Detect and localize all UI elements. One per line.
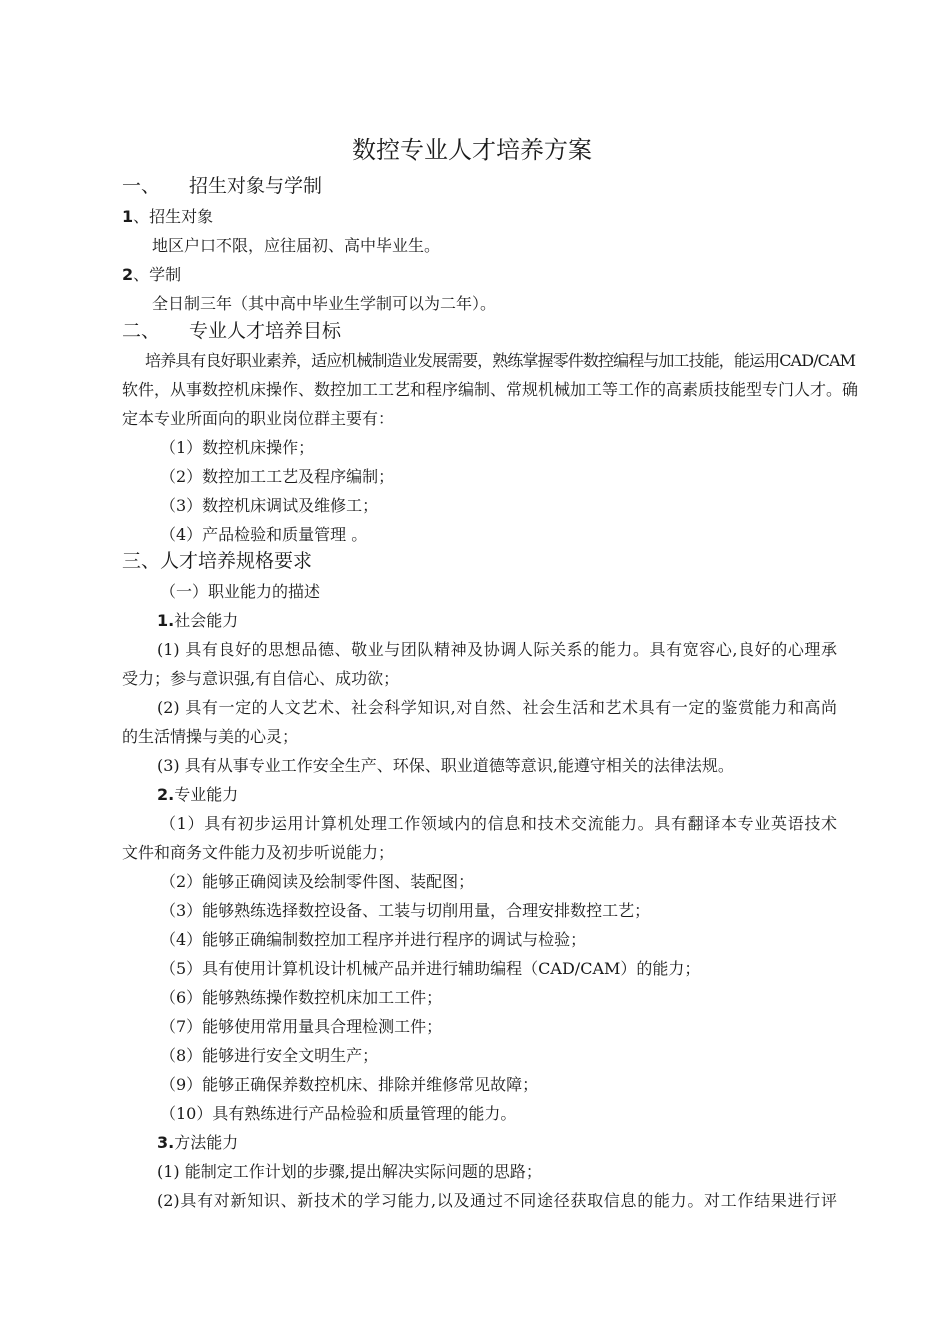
section-2-heading: 专业人才培养目标	[189, 320, 342, 342]
professional-item: （6）能够熟练操作数控机床加工工件；	[160, 988, 443, 1007]
section-1-heading: 招生对象与学制	[189, 175, 323, 197]
item-2-number: 2	[122, 265, 134, 284]
objective-paragraph-line-2: 软件，从事数控机床操作、数控加工工艺和程序编制、常规机械加工等工作的高素质技能型专门人才。确	[122, 380, 859, 399]
item-1-number: 1	[122, 207, 134, 226]
social-p2-line-1: (2) 具有一定的人文艺术、社会科学知识,对自然、社会生活和艺术具有一定的鉴赏能力和高尚	[157, 698, 837, 717]
social-p1-line-1: (1) 具有良好的思想品德、敬业与团队精神及协调人际关系的能力。具有宽容心,良好的心理承	[157, 640, 837, 659]
job-item: （2）数控加工工艺及程序编制；	[160, 467, 395, 486]
section-2-number: 二、	[122, 320, 161, 342]
social-ability-number: 1.	[157, 611, 175, 630]
professional-item: （3）能够熟练选择数控设备、工装与切削用量，合理安排数控工艺；	[160, 901, 651, 920]
job-item: （3）数控机床调试及维修工；	[160, 496, 379, 515]
social-ability-heading	[157, 610, 238, 632]
professional-ability-label: 专业能力	[174, 785, 239, 804]
professional-p1-line-1: （1）具有初步运用计算机处理工作领域内的信息和技术交流能力。具有翻译本专业英语技术	[160, 814, 837, 833]
method-ability-label: 方法能力	[174, 1133, 239, 1152]
item-1-label: 、招生对象	[133, 207, 214, 226]
job-item: （4）产品检验和质量管理 。	[160, 525, 368, 544]
social-p2-line-2: 的生活情操与美的心灵；	[122, 727, 299, 746]
social-p1-line-2: 受力；参与意识强,有自信心、成功欲；	[122, 669, 400, 688]
professional-ability-heading	[157, 784, 238, 806]
objective-paragraph-line-1: 培养具有良好职业素养，适应机械制造业发展需要，熟练掌握零件数控编程与加工技能，能运用CAD/CAM	[145, 351, 856, 370]
professional-p1-line-2: 文件和商务文件能力及初步听说能力；	[122, 843, 395, 862]
section-1-number: 一、	[122, 175, 161, 197]
professional-item: （4）能够正确编制数控加工程序并进行程序的调试与检验；	[160, 930, 587, 949]
method-p1: (1) 能制定工作计划的步骤,提出解决实际问题的思路；	[157, 1162, 542, 1181]
subsection-heading: （一）职业能力的描述	[160, 582, 321, 601]
item-1-text: 地区户口不限，应往届初、高中毕业生。	[152, 236, 441, 255]
document-title: 数控专业人才培养方案	[352, 136, 592, 164]
section-3-heading: 三、人才培养规格要求	[122, 550, 313, 572]
job-item: （1）数控机床操作；	[160, 438, 315, 457]
social-p3: (3) 具有从事专业工作安全生产、环保、职业道德等意识,能遵守相关的法律法规。	[157, 756, 734, 775]
item-1-heading	[122, 206, 213, 228]
objective-paragraph-line-3: 定本专业所面向的职业岗位群主要有：	[122, 409, 395, 428]
item-2-text: 全日制三年（其中高中毕业生学制可以为二年）。	[152, 294, 497, 313]
item-2-label: 、学制	[133, 265, 182, 284]
professional-item: （9）能够正确保养数控机床、排除并维修常见故障；	[160, 1075, 539, 1094]
professional-item: （5）具有使用计算机设计机械产品并进行辅助编程（CAD/CAM）的能力；	[160, 959, 701, 978]
social-ability-label: 社会能力	[174, 611, 239, 630]
method-p2-line-1: (2)具有对新知识、新技术的学习能力,以及通过不同途径获取信息的能力。对工作结果进行评	[157, 1191, 837, 1210]
item-2-heading	[122, 264, 181, 286]
professional-item: （2）能够正确阅读及绘制零件图、装配图；	[160, 872, 475, 891]
method-ability-heading	[157, 1132, 238, 1154]
method-ability-number: 3.	[157, 1133, 175, 1152]
professional-item: （7）能够使用常用量具合理检测工件；	[160, 1017, 443, 1036]
professional-ability-number: 2.	[157, 785, 175, 804]
professional-item: （8）能够进行安全文明生产；	[160, 1046, 379, 1065]
professional-item: （10）具有熟练进行产品检验和质量管理的能力。	[160, 1104, 517, 1123]
